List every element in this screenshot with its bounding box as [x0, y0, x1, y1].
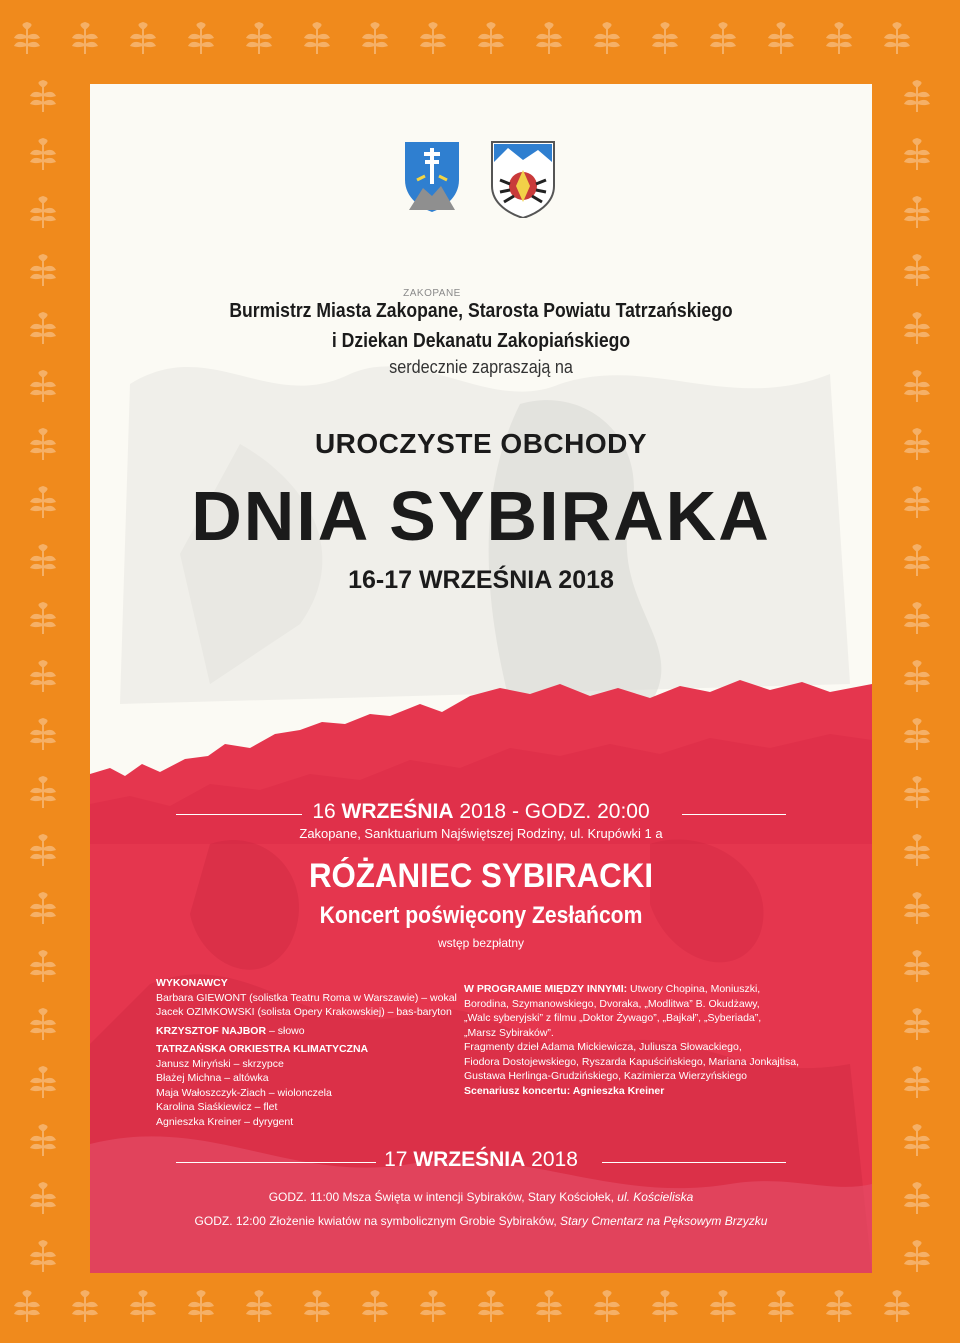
- leaf-ornament-icon: [474, 22, 508, 56]
- headline-title: DNIA SYBIRAKA: [191, 477, 771, 555]
- leaf-ornament-icon: [880, 22, 914, 56]
- program-line: W PROGRAMIE MIĘDZY INNYMI: Utwory Chopina, Moniuszki,: [464, 983, 761, 995]
- leaf-ornament-icon: [26, 370, 60, 404]
- poster: [90, 84, 872, 1273]
- headline-subtitle: UROCZYSTE OBCHODY: [314, 428, 648, 459]
- zakopane-label: ZAKOPANE: [403, 288, 461, 299]
- leaf-ornament-icon: [416, 22, 450, 56]
- program-line: Borodina, Szymanowskiego, Dvoraka, „Modlitwa” B. Okudżawy,: [464, 997, 760, 1010]
- event2-day: 17: [384, 1148, 408, 1171]
- event1-day: 16: [312, 800, 336, 823]
- leaf-ornament-icon: [900, 370, 934, 404]
- powiat-tatrzanski-coat-of-arms-icon: [490, 140, 556, 218]
- program-column: [464, 982, 799, 1098]
- orchestra-member: Agnieszka Kreiner – dyrygent: [156, 1115, 294, 1128]
- leaf-ornament-icon: [10, 22, 44, 56]
- leaf-ornament-icon: [900, 254, 934, 288]
- leaf-ornament-icon: [900, 1008, 934, 1042]
- leaf-ornament-icon: [648, 22, 682, 56]
- leaf-ornament-icon: [26, 718, 60, 752]
- leaf-ornament-icon: [26, 834, 60, 868]
- leaf-ornament-icon: [242, 1290, 276, 1324]
- invitation-text: serdecznie zapraszają na: [389, 357, 573, 377]
- orchestra-member: Maja Wałoszczyk-Ziach – wiolonczela: [156, 1086, 332, 1099]
- leaf-ornament-icon: [822, 1290, 856, 1324]
- event2-month: WRZEŚNIA: [413, 1148, 526, 1171]
- event2-item1: GODZ. 11:00 Msza Święta w intencji Sybiraków, Stary Kościołek, ul. Kościeliska: [268, 1190, 694, 1204]
- leaf-ornament-icon: [10, 1290, 44, 1324]
- orchestra-member: Błażej Michna – altówka: [156, 1072, 269, 1084]
- leaf-ornament-icon: [900, 486, 934, 520]
- leaf-ornament-icon: [126, 1290, 160, 1324]
- leaf-ornament-icon: [26, 1008, 60, 1042]
- leaf-ornament-icon: [532, 1290, 566, 1324]
- leaf-ornament-icon: [26, 196, 60, 230]
- event1-year-time: 2018 - GODZ. 20:00: [459, 800, 650, 823]
- leaf-ornament-icon: [880, 1290, 914, 1324]
- leaf-ornament-icon: [68, 1290, 102, 1324]
- leaf-ornament-icon: [764, 22, 798, 56]
- zakopane-coat-of-arms-icon: [403, 140, 461, 212]
- leaf-ornament-icon: [26, 1124, 60, 1158]
- leaf-ornament-icon: [26, 138, 60, 172]
- program-line: Gustawa Herlinga-Grudzińskiego, Kazimierza Wierzyńskiego: [464, 1070, 748, 1082]
- performer-singer: Barbara GIEWONT (solistka Teatru Roma w Warszawie) – wokal: [156, 991, 457, 1004]
- leaf-ornament-icon: [900, 544, 934, 578]
- leaf-ornament-icon: [26, 254, 60, 288]
- leaf-ornament-icon: [590, 1290, 624, 1324]
- event2-header: [90, 1148, 872, 1172]
- event2-year: 2018: [531, 1148, 578, 1171]
- leaf-ornament-icon: [26, 544, 60, 578]
- leaf-ornament-icon: [26, 1066, 60, 1100]
- leaf-ornament-icon: [900, 1124, 934, 1158]
- leaf-ornament-icon: [532, 22, 566, 56]
- leaf-ornament-icon: [26, 892, 60, 926]
- leaf-ornament-icon: [648, 1290, 682, 1324]
- event2-item2: GODZ. 12:00 Złożenie kwiatów na symbolicznym Grobie Sybiraków, Stary Cmentarz na Pęksowym Brzyzku: [194, 1214, 768, 1228]
- leaf-ornament-icon: [26, 312, 60, 346]
- leaf-ornament-icon: [764, 1290, 798, 1324]
- leaf-ornament-icon: [822, 22, 856, 56]
- event1-subtitle: Koncert poświęcony Zesłańcom: [319, 902, 643, 929]
- event1-header: [90, 800, 872, 824]
- performers-column: [156, 976, 457, 1129]
- leaf-ornament-icon: [706, 22, 740, 56]
- program-script: Scenariusz koncertu: Agnieszka Kreiner: [464, 1084, 665, 1097]
- leaf-ornament-icon: [300, 22, 334, 56]
- organizers-line1: Burmistrz Miasta Zakopane, Starosta Powiatu Tatrzańskiego: [229, 300, 733, 322]
- leaf-ornament-icon: [900, 138, 934, 172]
- leaf-ornament-icon: [26, 660, 60, 694]
- leaf-ornament-icon: [900, 80, 934, 114]
- orchestra-member: Karolina Siaśkiewicz – flet: [156, 1101, 278, 1113]
- leaf-ornament-icon: [26, 950, 60, 984]
- leaf-ornament-icon: [126, 22, 160, 56]
- leaf-ornament-icon: [900, 1240, 934, 1274]
- leaf-ornament-icon: [900, 1182, 934, 1216]
- leaf-ornament-icon: [68, 22, 102, 56]
- leaf-ornament-icon: [416, 1290, 450, 1324]
- logos-row: [90, 140, 872, 299]
- leaf-ornament-icon: [590, 22, 624, 56]
- leaf-ornament-icon: [706, 1290, 740, 1324]
- leaf-ornament-icon: [300, 1290, 334, 1324]
- leaf-ornament-icon: [900, 892, 934, 926]
- leaf-ornament-icon: [900, 196, 934, 230]
- leaf-ornament-icon: [26, 486, 60, 520]
- performer-narrator: KRZYSZTOF NAJBOR – słowo: [156, 1024, 305, 1037]
- event1-admission: wstęp bezpłatny: [437, 936, 525, 950]
- leaf-ornament-icon: [26, 602, 60, 636]
- program-line: „Walc syberyjski” z filmu „Doktor Żywago”, „Bajkał”, „Syberiada”,: [464, 1012, 762, 1024]
- leaf-ornament-icon: [184, 22, 218, 56]
- performers-label: WYKONAWCY: [156, 977, 228, 989]
- leaf-ornament-icon: [242, 22, 276, 56]
- orchestra-member: Janusz Miryński – skrzypce: [156, 1057, 284, 1070]
- leaf-ornament-icon: [26, 428, 60, 462]
- leaf-ornament-icon: [900, 718, 934, 752]
- orchestra-label: TATRZAŃSKA ORKIESTRA KLIMATYCZNA: [156, 1043, 369, 1055]
- leaf-ornament-icon: [900, 602, 934, 636]
- leaf-ornament-icon: [26, 1240, 60, 1274]
- leaf-ornament-icon: [358, 1290, 392, 1324]
- headline-dates: 16-17 WRZEŚNIA 2018: [348, 566, 614, 594]
- leaf-ornament-icon: [900, 1066, 934, 1100]
- leaf-ornament-icon: [900, 950, 934, 984]
- leaf-ornament-icon: [26, 776, 60, 810]
- organizers: [137, 296, 825, 356]
- leaf-ornament-icon: [900, 834, 934, 868]
- leaf-ornament-icon: [900, 660, 934, 694]
- event1-title: RÓŻANIEC SYBIRACKI: [308, 857, 654, 895]
- program-line: „Marsz Sybiraków”.: [464, 1026, 554, 1039]
- leaf-ornament-icon: [900, 312, 934, 346]
- leaf-ornament-icon: [26, 80, 60, 114]
- leaf-ornament-icon: [900, 776, 934, 810]
- leaf-ornament-icon: [900, 428, 934, 462]
- event1-month: WRZEŚNIA: [341, 800, 454, 823]
- leaf-ornament-icon: [474, 1290, 508, 1324]
- program-line: Fragmenty dzieł Adama Mickiewicza, Juliusza Słowackiego,: [464, 1041, 742, 1053]
- leaf-ornament-icon: [26, 1182, 60, 1216]
- leaf-ornament-icon: [358, 22, 392, 56]
- event1-venue: Zakopane, Sanktuarium Najświętszej Rodziny, ul. Krupówki 1 a: [299, 826, 663, 841]
- organizers-line2: i Dziekan Dekanatu Zakopiańskiego: [331, 330, 631, 352]
- performer-singer: Jacek OZIMKOWSKI (solista Opery Krakowskiej) – bas-baryton: [156, 1006, 452, 1018]
- leaf-ornament-icon: [184, 1290, 218, 1324]
- program-line: Fiodora Dostojewskiego, Ryszarda Kapuścińskiego, Mariana Jonkajtisa,: [464, 1055, 799, 1068]
